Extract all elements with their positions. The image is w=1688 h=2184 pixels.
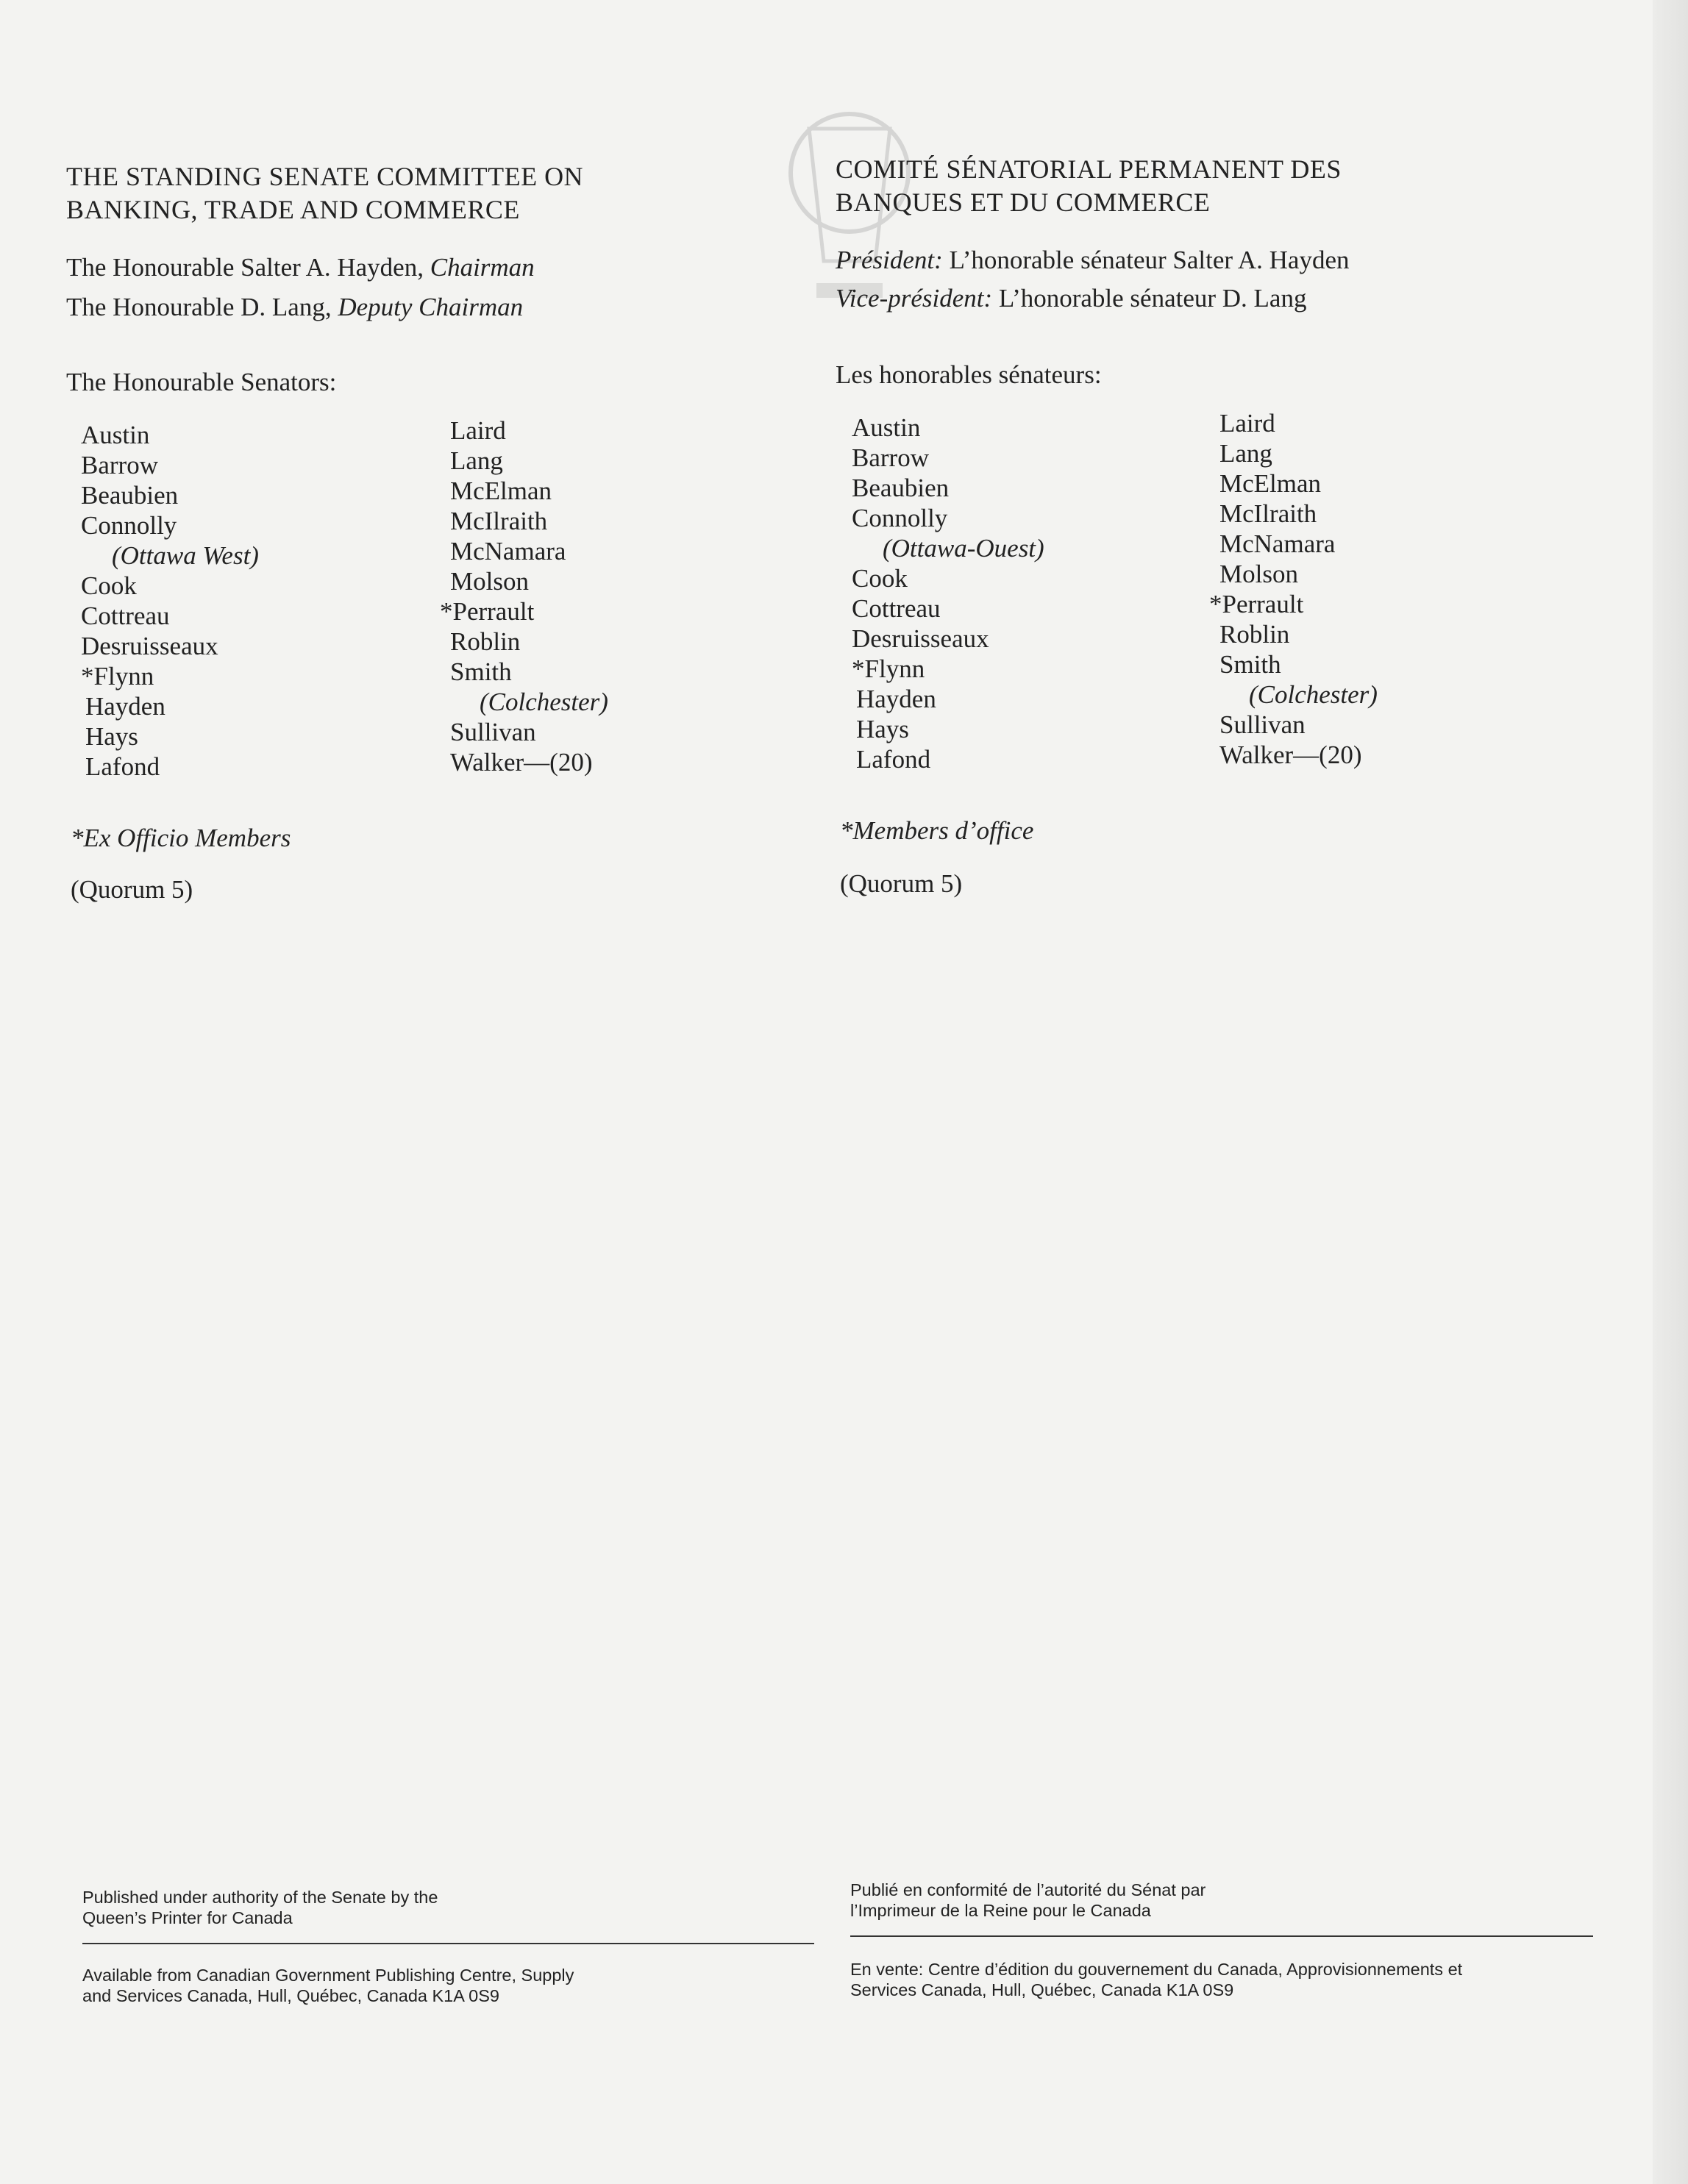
senator-list-left [852,413,1044,774]
senator-name: McElman [450,477,552,505]
published-line: l’Imprimeur de la Reine pour le Canada [850,1901,1151,1920]
chairman-name: The Honourable Salter A. Hayden, [66,253,424,282]
senator-name: Lafond [85,752,160,781]
president-name: L’honorable sénateur Salter A. Hayden [949,246,1350,274]
published-line: Publié en conformité de l’autorité du Sénat par [850,1880,1206,1899]
title-line: BANKING, TRADE AND COMMERCE [66,195,520,224]
senator-name: Hays [856,715,909,743]
quorum-note: (Quorum 5) [71,875,193,904]
senator-name: Molson [450,567,529,596]
senator-name: Roblin [1219,620,1290,649]
published-authority-fr [850,1880,1350,1921]
senator-name: Walker—(20) [450,748,593,777]
senator-name: Walker—(20) [1219,741,1362,769]
senator-qualifier: (Colchester) [480,688,608,716]
senator-name: *Perrault [440,597,535,626]
senator-name: Cottreau [852,594,941,623]
senator-qualifier: (Colchester) [1249,680,1378,709]
senator-qualifier: (Ottawa-Ouest) [883,534,1044,563]
senator-name: Hays [85,722,138,751]
senator-name: McElman [1219,469,1322,498]
senator-name: Desruisseaux [852,624,989,653]
available-line: Services Canada, Hull, Québec, Canada K1A 0S9 [850,1980,1234,1999]
deputy-chairman-line [66,293,523,322]
senators-heading: The Honourable Senators: [66,368,337,396]
title-line: COMITÉ SÉNATORIAL PERMANENT DES [836,154,1342,184]
vice-president-line [836,284,1306,313]
available-line: Available from Canadian Government Publishing Centre, Supply [82,1966,574,1985]
senator-name: Lang [450,446,503,475]
page-edge-shadow [1653,0,1688,2184]
vice-president-name: L’honorable sénateur D. Lang [998,284,1307,313]
deputy-role: Deputy Chairman [338,293,524,321]
available-line: En vente: Centre d’édition du gouvernement du Canada, Approvisionnements et [850,1960,1463,1979]
title-line: BANQUES ET DU COMMERCE [836,188,1211,217]
senator-name: *Flynn [81,662,154,690]
senator-list-right [440,415,608,777]
senator-name: Beaubien [81,481,179,510]
senator-list-right [1209,408,1378,770]
title-line: THE STANDING SENATE COMMITTEE ON [66,162,584,191]
president-role: Président: [836,246,943,274]
divider-rule-en [82,1943,814,1944]
ex-officio-note: *Members d’office [840,816,1034,845]
published-line: Published under authority of the Senate by the [82,1888,438,1907]
published-line: Queen’s Printer for Canada [82,1908,293,1927]
committee-title-en [66,160,583,226]
senator-qualifier: (Ottawa West) [112,541,259,570]
senator-name: Smith [450,657,512,686]
senator-name: Roblin [450,627,521,656]
senator-name: McIlraith [450,507,548,535]
senator-name: Connolly [81,511,177,540]
chairman-role: Chairman [430,253,535,282]
availability-fr [850,1959,1615,2000]
senator-name: Austin [81,421,150,449]
committee-title-fr [836,153,1342,219]
availability-en [82,1965,814,2006]
senator-name: McNamara [1219,529,1336,558]
senator-name: McNamara [450,537,566,565]
senator-name: Laird [1219,409,1275,438]
senator-name: Connolly [852,504,948,532]
available-line: and Services Canada, Hull, Québec, Canada K1A 0S9 [82,1986,499,2005]
divider-rule-fr [850,1935,1593,1937]
senator-name: Lang [1219,439,1272,468]
senator-name: Hayden [856,685,936,713]
published-authority-en [82,1887,553,1928]
senator-name: Molson [1219,560,1298,588]
senator-name: Laird [450,416,506,445]
senator-name: Sullivan [450,718,536,746]
senators-heading: Les honorables sénateurs: [836,360,1102,389]
senator-name: Cook [852,564,908,593]
senator-name: Beaubien [852,474,950,502]
senator-list-left [81,420,259,782]
senator-name: Austin [852,413,921,442]
president-line [836,246,1350,275]
senator-name: Lafond [856,745,931,774]
senator-name: Barrow [81,451,158,479]
quorum-note: (Quorum 5) [840,869,963,898]
senator-name: McIlraith [1219,499,1317,528]
ex-officio-note: *Ex Officio Members [71,824,291,852]
deputy-name: The Honourable D. Lang, [66,293,332,321]
senator-name: Sullivan [1219,710,1306,739]
senator-name: Barrow [852,443,929,472]
senator-name: *Perrault [1209,590,1304,618]
senator-name: Cottreau [81,602,170,630]
senator-name: *Flynn [852,654,925,683]
chairman-line [66,253,535,282]
vice-president-role: Vice-président: [836,284,993,313]
senator-name: Smith [1219,650,1281,679]
senator-name: Cook [81,571,137,600]
senator-name: Desruisseaux [81,632,218,660]
senator-name: Hayden [85,692,165,721]
